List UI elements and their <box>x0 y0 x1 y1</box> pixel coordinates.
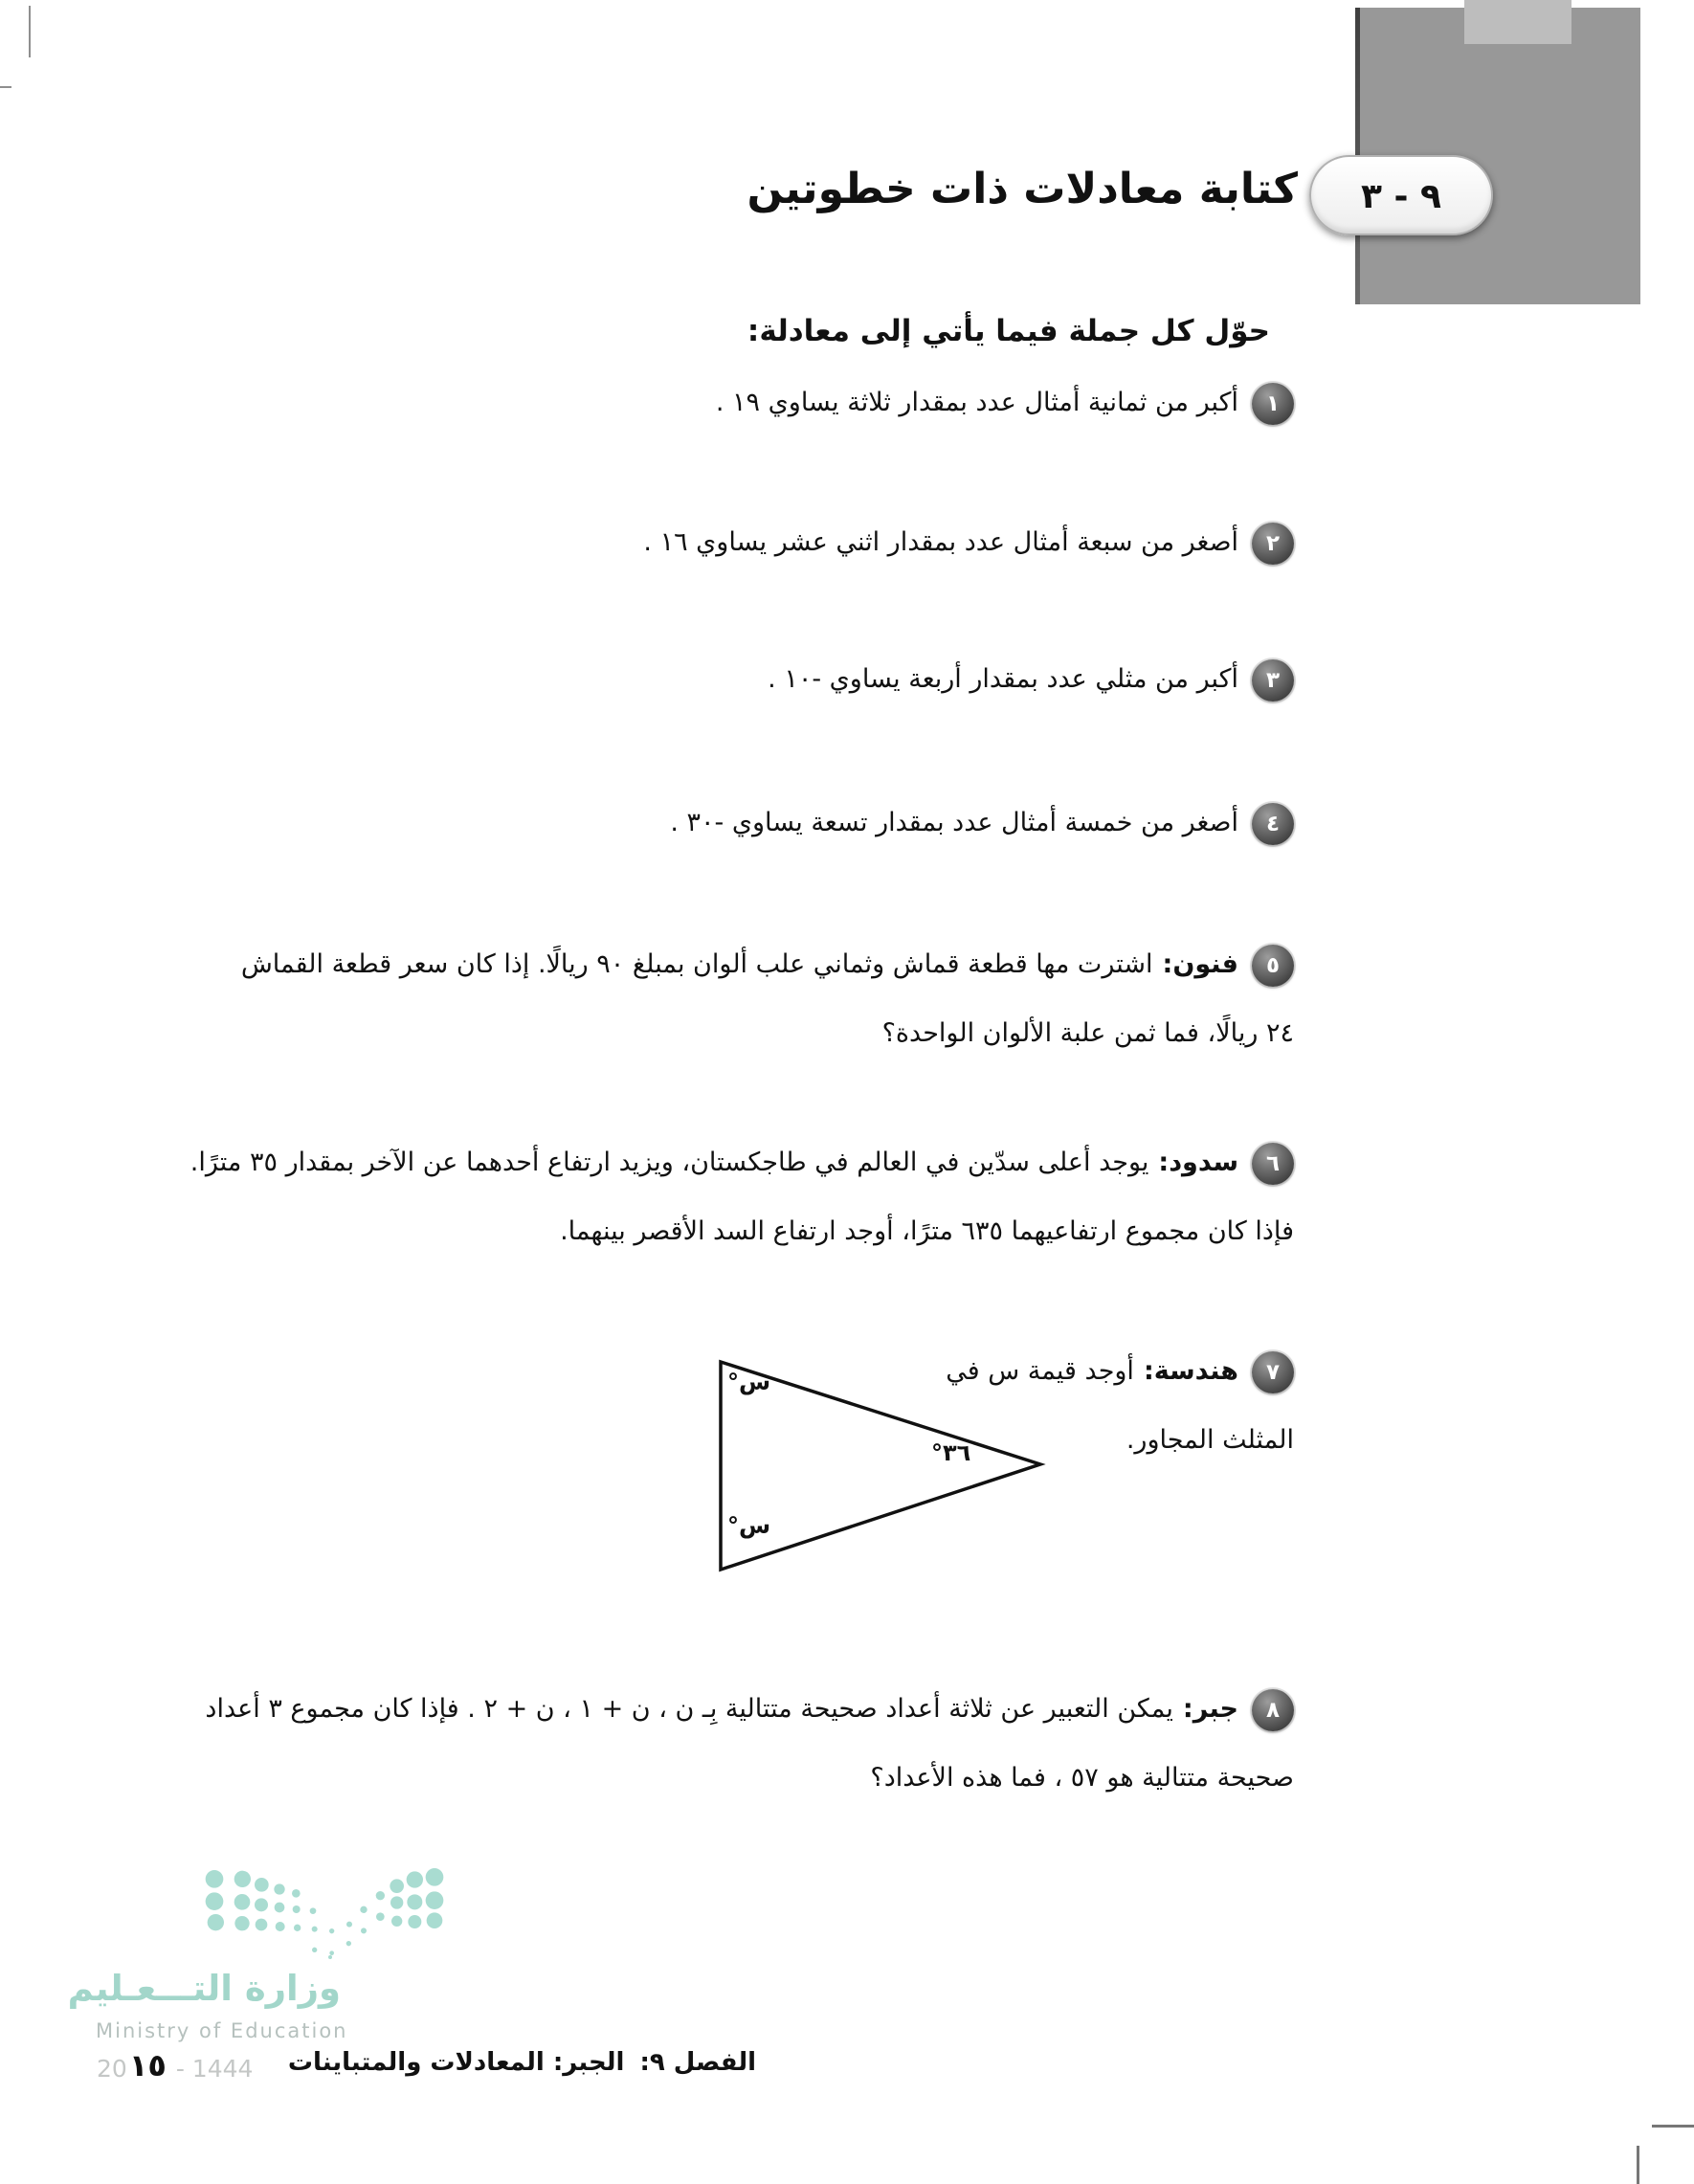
exercise-item-6 <box>59 1128 1294 1266</box>
exercise-item-5 <box>59 930 1294 1068</box>
exercise-item-4 <box>59 789 1294 858</box>
exercise-number-badge: ٧ <box>1252 1351 1294 1393</box>
crop-mark-bottom-right-vertical <box>1637 2146 1639 2184</box>
edition-prefix: 20 <box>97 2055 127 2083</box>
crop-mark-bottom-right-horizontal <box>1652 2125 1694 2128</box>
exercise-number-badge: ٨ <box>1252 1689 1294 1731</box>
header-gray-notch <box>1464 0 1571 44</box>
lesson-title: كتابة معادلات ذات خطوتين <box>747 165 1298 213</box>
exercise-text-line2: فإذا كان مجموع ارتفاعيهما ٦٣٥ مترًا، أوجد ارتفاع السد الأقصر بينهما. <box>560 1216 1294 1246</box>
moe-logo-wordmark: وزارة التـــعـليم <box>67 1968 341 2009</box>
angle-label-bottom-left: °س <box>727 1512 771 1539</box>
exercise-text-line1: أصغر من خمسة أمثال عدد بمقدار تسعة يساوي -٣٠ . <box>670 808 1238 837</box>
chapter-title: الجبر: المعادلات والمتباينات <box>287 2048 625 2077</box>
triangle-figure <box>703 1348 1058 1587</box>
angle-label-right: °٣٦ <box>931 1439 971 1466</box>
exercise-lead: جبر: <box>1182 1694 1238 1724</box>
lesson-number-badge: ٩ - ٣ <box>1309 155 1493 235</box>
crop-mark-top-left-horizontal <box>0 86 11 88</box>
exercise-text-line1: أكبر من ثمانية أمثال عدد بمقدار ثلاثة يساوي ١٩ . <box>715 388 1238 417</box>
exercise-lead: هندسة: <box>1143 1356 1238 1386</box>
exercise-item-3 <box>59 645 1294 714</box>
moe-logo-subtitle: Ministry of Education <box>96 2019 348 2042</box>
exercise-text-line2: المثلث المجاور. <box>1126 1425 1294 1455</box>
exercise-text-line2: ٢٤ ريالًا، فما ثمن علبة الألوان الواحدة؟ <box>881 1018 1294 1048</box>
exercise-number-badge: ٦ <box>1252 1143 1294 1185</box>
exercise-text-line1: يوجد أعلى سدّين في العالم في طاجكستان، ويزيد ارتفاع أحدهما عن الآخر بمقدار ٣٥ مترًا. <box>189 1148 1149 1177</box>
angle-label-top-left: °س <box>727 1369 771 1395</box>
edition-year-line <box>97 2048 253 2084</box>
exercise-text-line1: أكبر من مثلي عدد بمقدار أربعة يساوي -١٠ . <box>768 664 1238 694</box>
exercise-item-2 <box>59 508 1294 577</box>
exercise-lead: سدود: <box>1158 1148 1238 1177</box>
instruction-text: حوّل كل جملة فيما يأتي إلى معادلة: <box>747 314 1270 348</box>
exercise-item-1 <box>59 368 1294 437</box>
exercise-text-line1: يمكن التعبير عن ثلاثة أعداد صحيحة متتالية بِـ ن ، ن + ١ ، ن + ٢ . فإذا كان مجموع ٣ أعداد <box>205 1694 1173 1724</box>
exercise-number-badge: ١ <box>1252 383 1294 425</box>
crop-mark-top-left-vertical <box>29 6 31 57</box>
chapter-label: الفصل ٩: <box>639 2048 756 2077</box>
exercise-text-line1: أصغر من سبعة أمثال عدد بمقدار اثني عشر يساوي ١٦ . <box>643 527 1238 557</box>
footer-chapter-line <box>288 2048 756 2077</box>
exercise-number-badge: ٤ <box>1252 803 1294 845</box>
exercise-text-line1: اشترت مها قطعة قماش وثماني علب ألوان بمبلغ ٩٠ ريالًا. إذا كان سعر قطعة القماش <box>240 949 1153 979</box>
exercise-number-badge: ٣ <box>1252 659 1294 702</box>
page-number: ١٥ <box>128 2047 167 2084</box>
exercise-item-8 <box>59 1675 1294 1813</box>
edition-middle: - 14 <box>167 2055 223 2083</box>
edition-tail: 44 <box>222 2055 254 2083</box>
exercise-number-badge: ٥ <box>1252 945 1294 987</box>
exercise-number-badge: ٢ <box>1252 523 1294 565</box>
exercise-item-7 <box>59 1337 1294 1475</box>
exercise-text-line1: أوجد قيمة س في <box>946 1356 1134 1386</box>
exercise-lead: فنون: <box>1162 949 1238 979</box>
exercise-text-line2: صحيحة متتالية هو ٥٧ ، فما هذه الأعداد؟ <box>870 1763 1294 1793</box>
